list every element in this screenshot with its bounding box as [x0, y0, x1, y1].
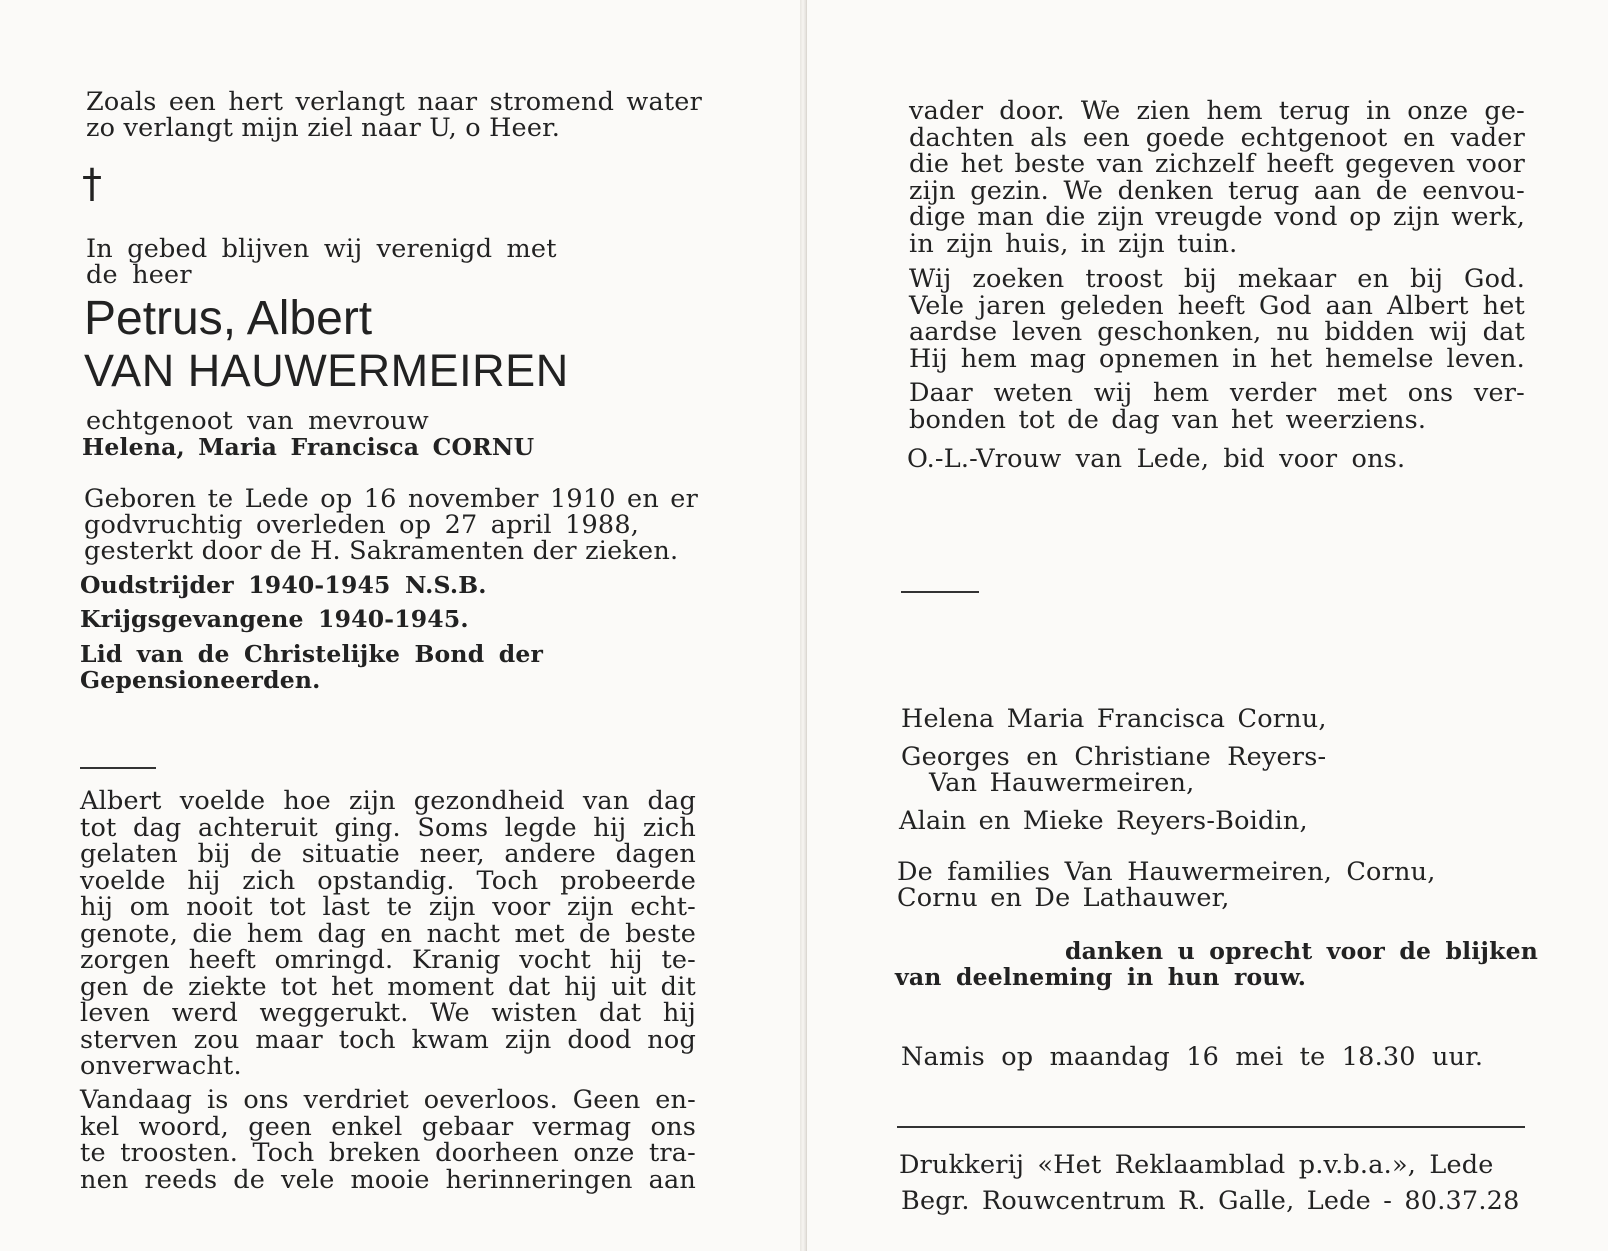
rp2-line: aardse leven geschonken, nu bidden wij dat [909, 317, 1525, 347]
spouse-name: Helena, Maria Francisca CORNU [82, 433, 535, 461]
p1-line: gen de ziekte tot het moment dat hij uit dit [80, 971, 696, 1002]
rp1-line: vader door. We zien hem terug in onze ge- [909, 96, 1525, 126]
right-divider [901, 591, 979, 593]
deceased-first-names: Petrus, Albert [84, 292, 373, 345]
paragraph-1 [80, 788, 696, 1080]
title-veteran: Oudstrijder 1940-1945 N.S.B. [80, 571, 487, 599]
family-line-4a: De families Van Hauwermeiren, Cornu, [897, 857, 1436, 887]
title-prisoner: Krijgsgevangene 1940-1945. [80, 605, 469, 633]
rp1-line: in zijn huis, in zijn tuin. [909, 228, 1238, 259]
title-member-2: Gepensioneerden. [80, 666, 321, 694]
rp2-line: Hij hem mag opnemen in het hemelse leven. [909, 343, 1525, 374]
birth-line-2: godvruchtig overleden op 27 april 1988, [84, 510, 640, 540]
p1-line: gelaten bij de situatie neer, andere dagen [80, 839, 696, 869]
family-line-2b: Van Hauwermeiren, [929, 768, 1195, 798]
quote-line-1: Zoals een hert verlangt naar stromend water [86, 87, 702, 117]
rp3-line: bonden tot de dag van het weerziens. [909, 404, 1427, 435]
printer-rule [897, 1126, 1525, 1128]
prayer-line: O.-L.-Vrouw van Lede, bid voor ons. [907, 444, 1406, 474]
thanks-line-1: danken u oprecht voor de blijken [1065, 937, 1539, 965]
family-line-3: Alain en Mieke Reyers-Boidin, [899, 806, 1308, 836]
p1-line: zorgen heeft omringd. Kranig vocht hij te- [80, 945, 696, 975]
divider [80, 767, 156, 769]
p2-line: nen reeds de vele mooie herinneringen aan [80, 1164, 696, 1195]
p1-line: voelde hij zich opstandig. Toch probeerde [80, 865, 696, 896]
birth-line-1: Geboren te Lede op 16 november 1910 en er [84, 484, 698, 514]
rp1-line: zijn gezin. We denken terug aan de eenvou- [909, 175, 1525, 206]
thanks-line-2: van deelneming in hun rouw. [895, 963, 1307, 991]
right-paragraph-1 [909, 98, 1525, 257]
rp3-line: Daar weten wij hem verder met ons ver- [909, 378, 1525, 408]
p2-line: Vandaag is ons verdriet oeverloos. Geen en- [80, 1085, 696, 1115]
left-page [0, 0, 800, 1251]
rp2-line: Wij zoeken troost bij mekaar en bij God. [909, 264, 1525, 294]
birth-line-3: gesterkt door de H. Sakramenten der zieken. [84, 536, 679, 566]
printer-line-2: Begr. Rouwcentrum R. Galle, Lede - 80.37.28 [901, 1186, 1520, 1216]
p2-line: te troosten. Toch breken doorheen onze tra- [80, 1138, 696, 1168]
p1-line: Albert voelde hoe zijn gezondheid van dag [80, 786, 696, 816]
right-paragraph-3 [909, 380, 1525, 433]
p1-line: onverwacht. [80, 1051, 242, 1081]
p1-line: genote, die hem dag en nacht met de beste [80, 918, 696, 949]
family-line-4b: Cornu en De Lathauwer, [897, 883, 1230, 913]
p1-line: leven werd weggerukt. We wisten dat hij [80, 998, 696, 1028]
intro-line-2: de heer [86, 260, 192, 290]
deceased-surname: VAN HAUWERMEIREN [84, 345, 569, 396]
p1-line: tot dag achteruit ging. Soms legde hij zich [80, 812, 696, 843]
intro-line-1: In gebed blijven wij verenigd met [86, 234, 557, 264]
p2-line: kel woord, geen enkel gebaar vermag ons [80, 1111, 696, 1142]
family-line-1: Helena Maria Francisca Cornu, [901, 704, 1327, 734]
p1-line: sterven zou maar toch kwam zijn dood nog [80, 1024, 696, 1055]
mass-announcement: Namis op maandag 16 mei te 18.30 uur. [901, 1042, 1484, 1072]
rp1-line: die het beste van zichzelf heeft gegeven voor [909, 149, 1525, 179]
printer-line-1: Drukkerij «Het Reklaamblad p.v.b.a.», Lede [899, 1150, 1494, 1180]
right-page [806, 0, 1608, 1251]
right-paragraph-2 [909, 266, 1525, 372]
p1-line: hij om nooit tot last te zijn voor zijn echt- [80, 892, 696, 922]
spouse-intro: echtgenoot van mevrouw [86, 406, 429, 436]
cross-icon: † [82, 161, 102, 207]
rp1-line: dachten als een goede echtgenoot en vader [909, 122, 1525, 153]
quote-line-2: zo verlangt mijn ziel naar U, o Heer. [86, 113, 561, 143]
rp2-line: Vele jaren geleden heeft God aan Albert het [909, 290, 1525, 321]
title-member-1: Lid van de Christelijke Bond der [80, 640, 544, 668]
paragraph-2 [80, 1087, 696, 1193]
rp1-line: dige man die zijn vreugde vond op zijn werk, [909, 202, 1525, 232]
family-line-2a: Georges en Christiane Reyers- [901, 742, 1327, 772]
